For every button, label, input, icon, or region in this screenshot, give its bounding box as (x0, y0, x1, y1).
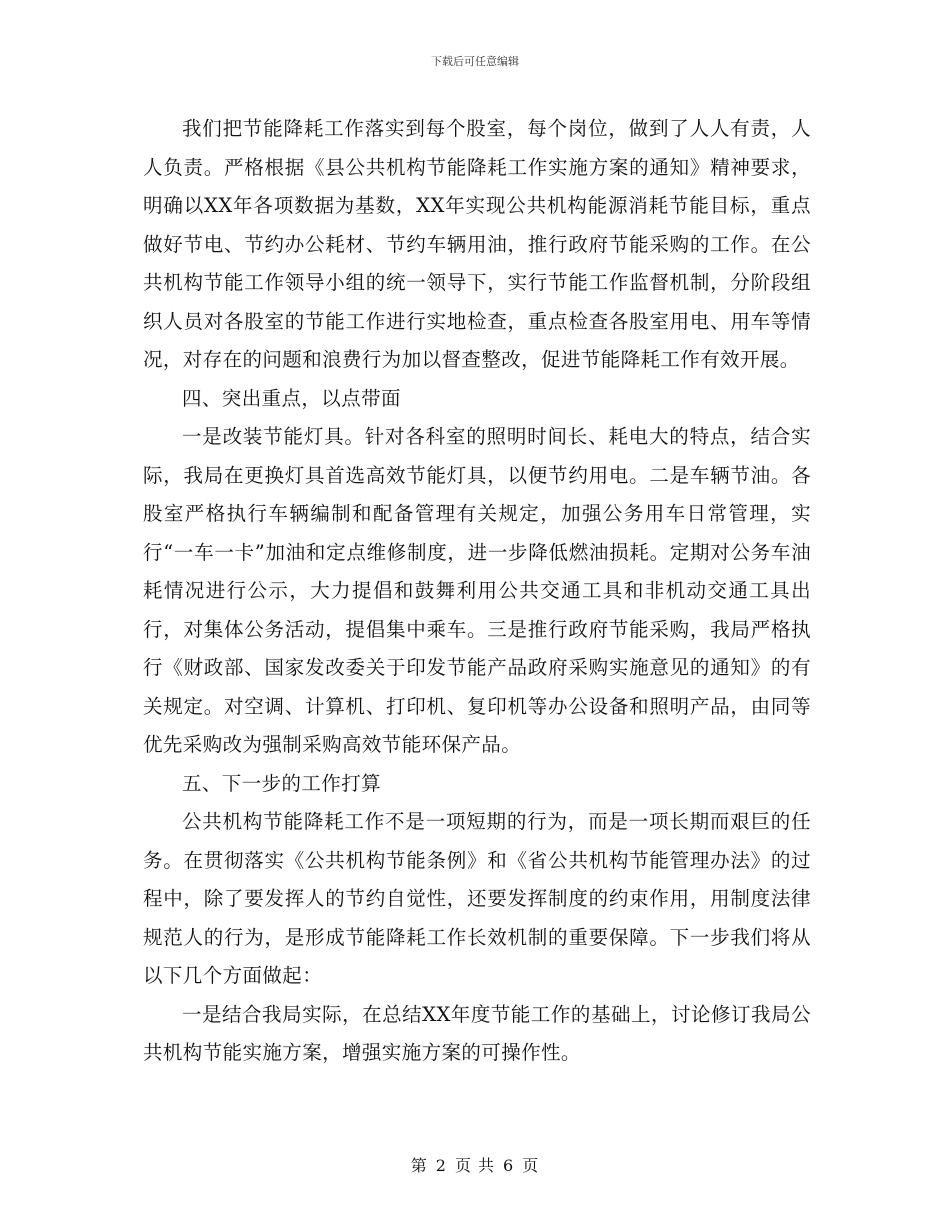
page-footer (0, 1153, 950, 1176)
page-header: 下载后可任意编辑 (431, 55, 519, 68)
body-paragraph: 一是改装节能灯具。针对各科室的照明时间长、耗电大的特点，结合实际，我局在更换灯具首选高效节能灯具，以便节约用电。二是车辆节油。各股室严格执行车辆编制和配备管理有关规定，加强公务用车日常管理，实行“一车一卡”加油和定点维修制度，进一步降低燃油损耗。定期对公务车油耗情况进行公示，大力提倡和鼓舞利用公共交通工具和非机动交通工具出行，对集体公务活动，提倡集中乘车。三是推行政府节能采购，我局严格执行《财政部、国家发改委关于印发节能产品政府采购实施意见的通知》的有关规定。对空调、计算机、打印机、复印机等办公设备和照明产品，由同等优先采购改为强制采购高效节能环保产品。 (143, 425, 811, 756)
page-number: 2 (435, 1156, 447, 1175)
section-heading: 五、下一步的工作打算 (182, 771, 382, 795)
page-prefix: 第 (410, 1156, 428, 1175)
section-heading: 四、突出重点，以点带面 (182, 386, 401, 410)
body-paragraph: 一是结合我局实际，在总结XX年度节能工作的基础上，讨论修订我局公共机构节能实施方案，增强实施方案的可操作性。 (143, 1002, 811, 1064)
document-body (143, 110, 811, 1073)
page-suffix: 页 (522, 1156, 540, 1175)
page-mid: 页 共 (454, 1156, 496, 1175)
body-paragraph: 我们把节能降耗工作落实到每个股室，每个岗位，做到了人人有责，人人负责。严格根据《县公共机构节能降耗工作实施方案的通知》精神要求，明确以XX年各项数据为基数，XX年实现公共机构能源消耗节能目标，重点做好节电、节约办公耗材、节约车辆用油，推行政府节能采购的工作。在公共机构节能工作领导小组的统一领导下，实行节能工作监督机制，分阶段组织人员对各股室的节能工作进行实地检查，重点检查各股室用电、用车等情况，对存在的问题和浪费行为加以督查整改，促进节能降耗工作有效开展。 (143, 117, 811, 371)
page-total: 6 (503, 1156, 515, 1175)
body-paragraph: 公共机构节能降耗工作不是一项短期的行为，而是一项长期而艰巨的任务。在贯彻落实《公共机构节能条例》和《省公共机构节能管理办法》的过程中，除了要发挥人的节约自觉性，还要发挥制度的约束作用，用制度法律规范人的行为，是形成节能降耗工作长效机制的重要保障。下一步我们将从以下几个方面做起： (143, 810, 811, 987)
